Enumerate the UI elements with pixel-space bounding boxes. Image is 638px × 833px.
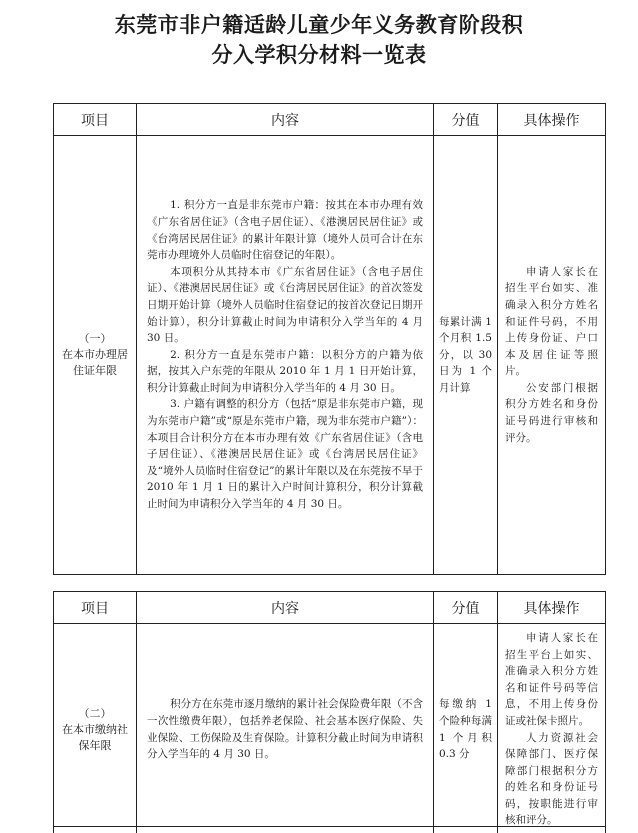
item-cell [54,624,137,833]
content-paragraph: 本项积分从其持本市《广东省居住证》（含电子居住证）、《港澳居民居住证》或《台湾居民居住证》的首次签发日期开始计算（境外人员临时住宿登记的按首次登记日期开始计算），积分计算截止时间为申请积分入学当年的 4 月 30 日。 [147,265,423,345]
score-table-2 [53,591,606,833]
operation-paragraph: 申请人家长在招生平台如实、准确录入积分方姓名和证件号码，不用上传身份证、户口本及居住证等照片。 [505,265,598,378]
table-row [54,624,606,833]
item-number: （一） [78,332,112,345]
operation-cell [498,827,606,833]
content-cell [137,827,434,833]
score-cell: 每缴纳 1 个险种每满 1 个月积 0.3 分 [434,624,498,833]
header-score: 分值 [434,592,498,624]
item-label: 在本市办理居住证年限 [62,348,128,377]
item-label: 在本市缴纳社保年限 [62,722,128,752]
operation-paragraph: 人力资源社会保障部门、医疗保障部门根据积分方的姓名和身份证号码，按职能进行审核和评分。 [505,731,598,827]
operation-paragraph: 申请人家长在招生平台上如实、准确录入积分方姓名和证件号码等信息，不用上传身份证或社保卡照片。 [505,631,598,727]
document-title [0,10,638,70]
operation-cell [498,136,606,575]
score-cell [434,827,498,833]
header-score: 分值 [434,104,498,136]
table-header-row [54,592,606,624]
header-operation: 具体操作 [498,592,606,624]
operation-paragraph: 公安部门根据积分方姓名和身份证号码进行审核和评分。 [505,381,598,444]
content-paragraph: 2. 积分方一直是东莞市户籍：以积分方的户籍为依据，按其入户东莞的年限从 2010 年 1 月 1 日开始计算，积分计算截止时间为申请积分入学当年的 4 月 30 日。 [147,348,423,394]
header-item: 项目 [54,592,137,624]
content-paragraph: 1. 积分方一直是非东莞市户籍：按其在本市办理有效《广东省居住证》（含电子居住证）、《港澳居民居住证》或《台湾居民居住证》的累计年限计算（境外人员可合计在东莞市办理境外人员临时住宿登记的年限）。 [147,199,423,262]
header-content: 内容 [137,592,434,624]
table-row [54,136,606,575]
title-line-1: 东莞市非户籍适龄儿童少年义务教育阶段积 [114,13,524,37]
score-table-3-partial [53,826,606,833]
header-operation: 具体操作 [498,104,606,136]
score-cell: 每累计满 1 个月积 1.5 分，以 30 日为 1 个月计算 [434,136,498,575]
score-table-1 [53,103,606,575]
header-item: 项目 [54,104,137,136]
title-line-2: 分入学积分材料一览表 [211,43,427,67]
table-header-row [54,104,606,136]
header-content: 内容 [137,104,434,136]
item-cell [54,827,137,833]
table-row [54,827,606,833]
content-paragraph: 3. 户籍有调整的积分方（包括“原是非东莞市户籍，现为东莞市户籍”或“原是东莞市户籍，现为非东莞市户籍”）：本项目合计积分方在本市办理有效《广东省居住证》（含电子居住证）、《港澳居民居住证》或《台湾居民居住证》及“境外人员临时住宿登记”的累计年限以及在东莞按不早于 2010 年 1 月 1 日的累计入户时间计算积分，积分计算截止时间为申请积分入学当年的 4 月 30 日。 [147,398,423,511]
content-cell [137,624,434,833]
content-cell [137,136,434,575]
content-paragraph: 积分方在东莞市逐月缴纳的累计社会保险费年限（不含一次性缴费年限），包括养老保险、社会基本医疗保险、失业保险、工伤保险及生育保险。计算积分截止时间为申请积分入学当年的 4 月 30 日。 [147,698,423,761]
item-cell [54,136,137,575]
item-number: （二） [78,706,112,720]
operation-cell [498,624,606,833]
